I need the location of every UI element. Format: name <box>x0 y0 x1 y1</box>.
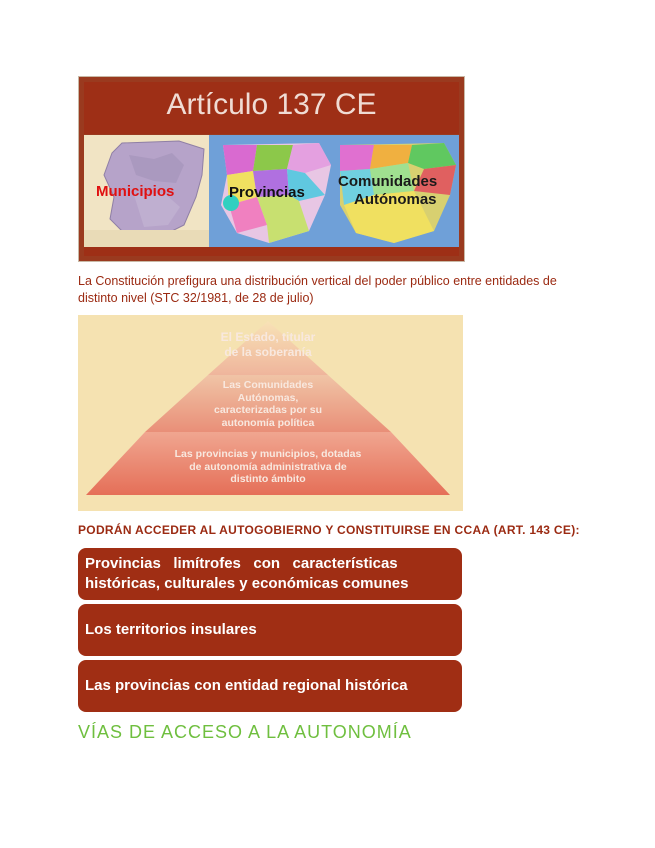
row-limitrofes <box>78 548 462 600</box>
pyramid-middle-line-4: autonomía política <box>221 416 315 429</box>
ccaa-label-line2: Autónomas <box>354 191 437 208</box>
pyramid-bottom-line-2: de autonomía administrativa de <box>189 460 347 473</box>
spain-maps-strip <box>84 135 459 247</box>
banner-bottom-bar <box>84 247 459 256</box>
row-entidad-historica <box>78 660 462 712</box>
pyramid-bottom-text <box>118 448 418 486</box>
banner-title: Artículo 137 CE <box>166 88 377 121</box>
pyramid-middle-text <box>173 379 363 429</box>
ccaa-map <box>334 135 459 247</box>
row-limitrofes-line-2: históricas, culturales y económicas comunes <box>85 575 409 592</box>
provincias-label: Provincias <box>229 184 305 201</box>
pyramid-middle-line-3: caracterizadas por su <box>214 404 322 416</box>
banner-title-bar <box>84 82 459 134</box>
pyramid-top-text <box>173 330 363 360</box>
pyramid-bottom-line-1: Las provincias y municipios, dotadas <box>174 448 362 460</box>
pyramid-bottom-line-3: distinto ámbito <box>230 473 306 485</box>
pyramid-top-line-2: de la soberanía <box>224 345 312 359</box>
pyramid-top-line-1: El Estado, titular <box>220 330 316 344</box>
vias-acceso-heading: VÍAS DE ACCESO A LA AUTONOMÍA <box>78 722 412 742</box>
row-entidad-historica-text: Las provincias con entidad regional histórica <box>85 677 408 694</box>
pyramid-middle-line-1: Las Comunidades <box>222 379 314 391</box>
row-insulares-text: Los territorios insulares <box>85 621 257 638</box>
municipios-map <box>84 135 209 247</box>
municipios-label: Municipios <box>96 183 175 200</box>
row-insulares <box>78 604 462 656</box>
power-pyramid <box>78 315 463 511</box>
distribution-caption: La Constitución prefigura una distribución vertical del poder público entre entidades de distinto nivel (STC 32/1981, de 28 de julio) <box>78 274 557 305</box>
provincias-map <box>209 135 334 247</box>
article-137-banner <box>78 76 465 262</box>
pyramid-middle-line-2: Autónomas, <box>237 391 299 404</box>
access-heading: PODRÁN ACCEDER AL AUTOGOBIERNO Y CONSTITUIRSE EN CCAA (ART. 143 CE): <box>78 523 580 537</box>
ccaa-label-line1: Comunidades <box>338 173 438 190</box>
row-limitrofes-line-1: Provincias limítrofes con características <box>85 555 398 572</box>
